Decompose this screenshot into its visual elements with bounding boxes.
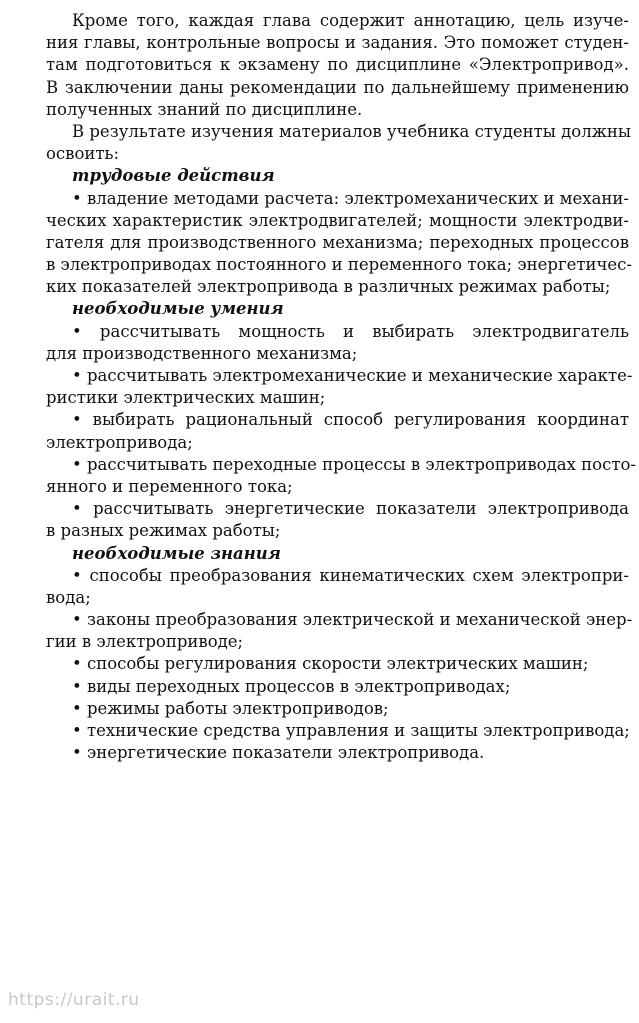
text-line: • выбирать рациональный способ регулирования координат: [72, 410, 629, 430]
text-line: • способы преобразования кинематических схем электропри-: [72, 565, 629, 585]
section-heading: необходимые знания: [72, 543, 281, 563]
text-line: в разных режимах работы;: [46, 521, 281, 541]
text-line: электропривода;: [46, 432, 193, 452]
text-line: гии в электроприводе;: [46, 632, 244, 652]
text-line: ристики электрических машин;: [46, 388, 326, 408]
text-line: в электроприводах постоянного и переменного тока; энергетичес-: [46, 255, 632, 275]
text-line: полученных знаний по дисциплине.: [46, 99, 363, 119]
text-line: • рассчитывать переходные процессы в электроприводах посто-: [72, 454, 636, 474]
text-line: • технические средства управления и защиты электропривода;: [72, 721, 630, 740]
text-line: • рассчитывать электромеханические и механические характе-: [72, 366, 633, 385]
text-line: • энергетические показатели электропривода.: [72, 743, 485, 763]
text-line: • рассчитывать энергетические показатели электропривода: [72, 499, 629, 519]
text-line: • режимы работы электроприводов;: [72, 698, 389, 718]
text-line: • рассчитывать мощность и выбирать электродвигатель: [72, 321, 629, 341]
text-line: В заключении даны рекомендации по дальнейшему применению: [46, 77, 629, 97]
section-heading: необходимые умения: [72, 299, 284, 319]
text-line: • владение методами расчета: электромеханических и механи-: [72, 188, 629, 208]
text-line: ких показателей электропривода в различных режимах работы;: [46, 277, 611, 297]
page-text: [46, 10, 636, 764]
text-line: гателя для производственного механизма; переходных процессов: [46, 232, 629, 252]
text-line: • способы регулирования скорости электрических машин;: [72, 654, 589, 674]
text-line: янного и переменного тока;: [46, 476, 293, 496]
watermark: https://urait.ru: [8, 990, 140, 1010]
text-line: • законы преобразования электрической и механической энер-: [72, 610, 633, 630]
text-line: для производственного механизма;: [46, 343, 358, 363]
text-line: освоить:: [46, 144, 120, 164]
text-line: ния главы, контрольные вопросы и задания. Это поможет студен-: [46, 33, 629, 53]
text-line: ческих характеристик электродвигателей; мощности электродви-: [46, 210, 629, 230]
text-line: там подготовиться к экзамену по дисциплине «Электропривод».: [46, 55, 629, 75]
text-line: вода;: [46, 587, 91, 607]
text-line: Кроме того, каждая глава содержит аннотацию, цель изуче-: [72, 11, 629, 30]
text-line: • виды переходных процессов в электроприводах;: [72, 676, 511, 696]
section-heading: трудовые действия: [72, 166, 275, 186]
text-line: В результате изучения материалов учебника студенты должны: [72, 121, 632, 141]
